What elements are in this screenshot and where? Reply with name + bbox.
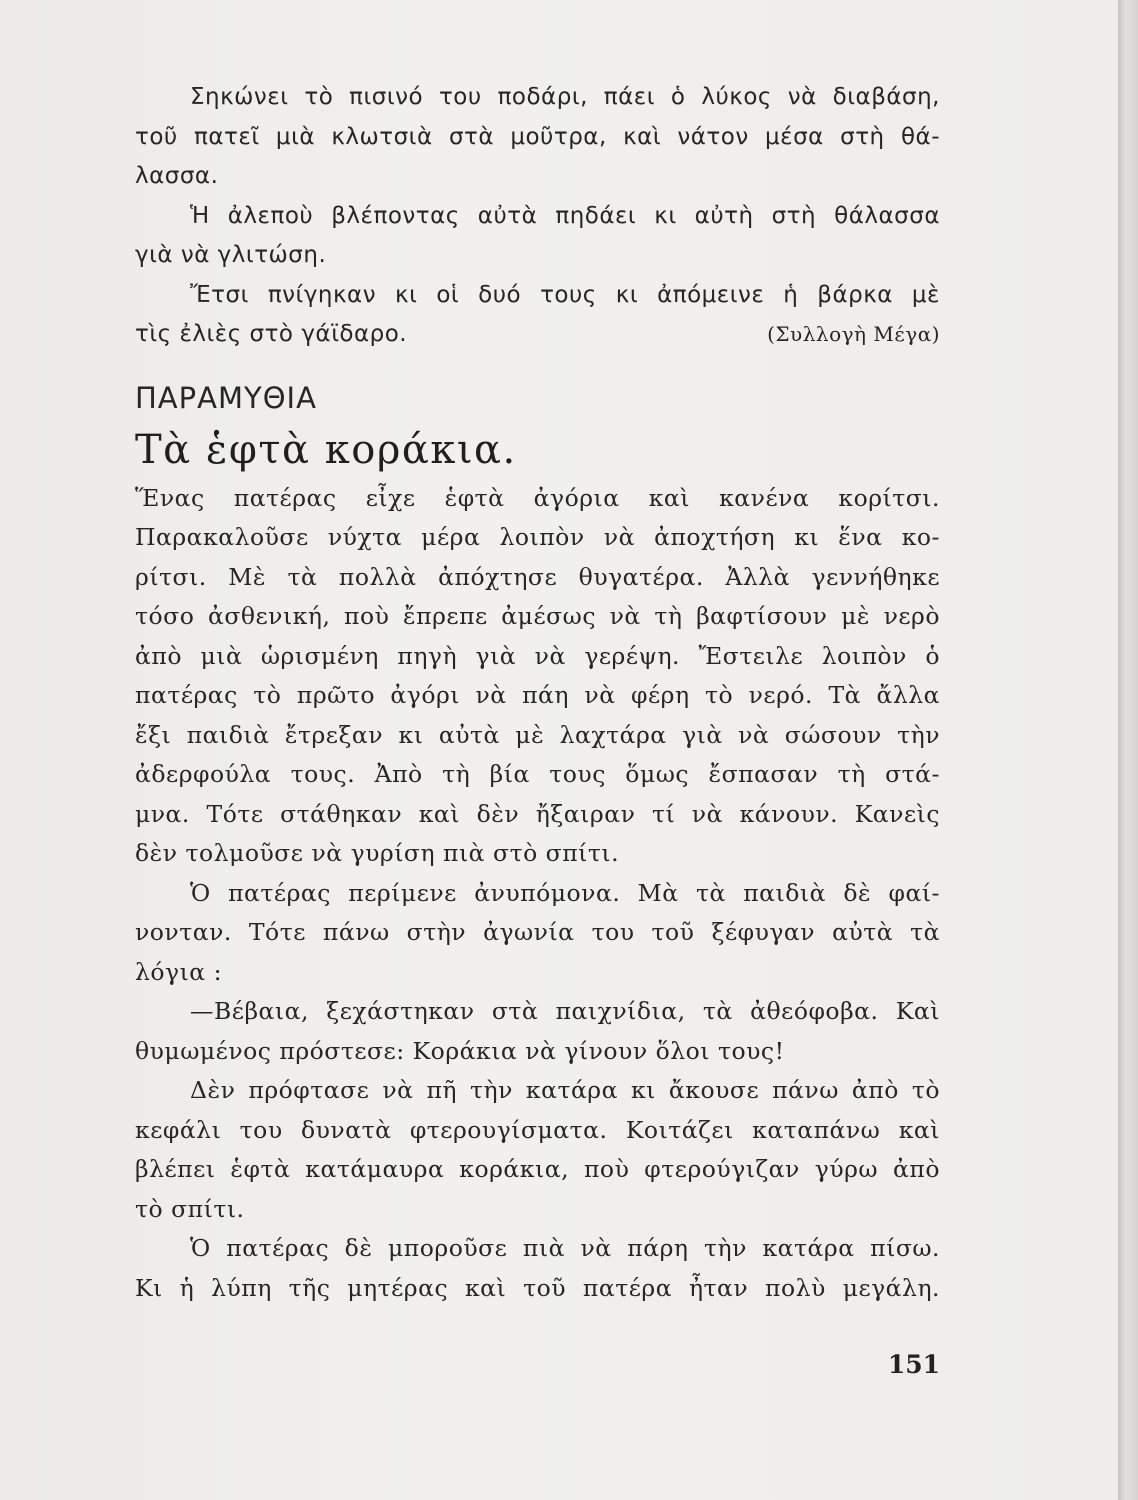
text-line: νονταν. Τότε πάνω στὴν ἀγωνία του τοῦ ξέφυγαν αὐτὰ τὰ	[135, 918, 940, 946]
text-line: Σηκώνει τὸ πισινό του ποδάρι, πάει ὁ λύκος νὰ διαβάση,	[190, 84, 940, 110]
text-line: πατέρας τὸ πρῶτο ἀγόρι νὰ πάη νὰ φέρη τὸ νερό. Τὰ ἄλλα	[135, 681, 940, 709]
text-line: Ἕνας πατέρας εἶχε ἑφτὰ ἀγόρια καὶ κανένα κορίτσι.	[135, 483, 940, 512]
text-line: Ἡ ἀλεποὺ βλέποντας αὐτὰ πηδάει κι αὐτὴ στὴ θάλασσα	[190, 202, 940, 229]
text-line: Παρακαλοῦσε νύχτα μέρα λοιπὸν νὰ ἀποχτήση κι ἕνα κο-	[135, 523, 940, 551]
text-line: γιὰ νὰ γλιτώση.	[135, 242, 327, 268]
text-line: Ἔτσι πνίγηκαν κι οἱ δυό τους κι ἀπόμεινε ἡ βάρκα μὲ	[190, 281, 940, 308]
text-line: —Βέβαια, ξεχάστηκαν στὰ παιχνίδια, τὰ ἀθεόφοβα. Καὶ	[190, 997, 940, 1025]
page-edge	[1118, 0, 1138, 1500]
text-line: τὶς ἐλιὲς στὸ γάϊδαρο.	[135, 321, 408, 347]
text-line: τόσο ἀσθενική, ποὺ ἔπρεπε ἀμέσως νὰ τὴ βαφτίσουν μὲ νερὸ	[135, 602, 940, 630]
text-line: ἔξι παιδιὰ ἔτρεξαν κι αὐτὰ μὲ λαχτάρα γιὰ νὰ σώσουν τὴν	[135, 720, 940, 749]
citation: (Συλλογὴ Μέγα)	[767, 322, 940, 346]
story-title: Τὰ ἑφτὰ κοράκια.	[135, 426, 517, 473]
text-line: τὸ σπίτι.	[135, 1194, 245, 1223]
text-line: λασσα.	[135, 163, 219, 189]
text-line: θυμωμένος πρόστεσε: Κοράκια νὰ γίνουν ὅλοι τους!	[135, 1036, 785, 1065]
text-line: ἀπὸ μιὰ ὡρισμένη πηγὴ γιὰ νὰ γερέψη. Ἔστειλε λοιπὸν ὁ	[135, 641, 940, 670]
text-line: ἀδερφούλα τους. Ἀπὸ τὴ βία τους ὅμως ἔσπασαν τὴ στά-	[135, 760, 940, 788]
text-line: μνα. Τότε στάθηκαν καὶ δὲν ἤξαιραν τί νὰ κάνουν. Κανεὶς	[135, 799, 940, 828]
text-line: δὲν τολμοῦσε νὰ γυρίση πιὰ στὸ σπίτι.	[135, 839, 620, 867]
text-line: Κι ἡ λύπη τῆς μητέρας καὶ τοῦ πατέρα ἦταν πολὺ μεγάλη.	[135, 1273, 940, 1302]
text-line-with-citation	[135, 315, 940, 355]
text-line: λόγια :	[135, 957, 223, 986]
text-line: Δὲν πρόφτασε νὰ πῆ τὴν κατάρα κι ἄκουσε πάνω ἀπὸ τὸ	[190, 1076, 940, 1104]
text-line: ρίτσι. Μὲ τὰ πολλὰ ἀπόχτησε θυγατέρα. Ἀλλὰ γεννήθηκε	[135, 562, 940, 591]
page-text	[135, 78, 940, 1308]
text-line: τοῦ πατεῖ μιὰ κλωτσιὰ στὰ μοῦτρα, καὶ νάτον μέσα στὴ θά-	[135, 123, 940, 150]
page-number: 151	[887, 1350, 940, 1379]
text-line: Ὁ πατέρας δὲ μποροῦσε πιὰ νὰ πάρη τὴν κατάρα πίσω.	[190, 1234, 940, 1262]
text-line: Ὁ πατέρας περίμενε ἀνυπόμονα. Μὰ τὰ παιδιὰ δὲ φαί-	[190, 878, 940, 907]
section-heading: ΠΑΡΑΜΥΘΙΑ	[135, 380, 317, 415]
text-line: βλέπει ἑφτὰ κατάμαυρα κοράκια, ποὺ φτερούγιζαν γύρω ἀπὸ	[135, 1155, 940, 1183]
text-line: κεφάλι του δυνατὰ φτερουγίσματα. Κοιτάζει καταπάνω καὶ	[135, 1115, 940, 1144]
